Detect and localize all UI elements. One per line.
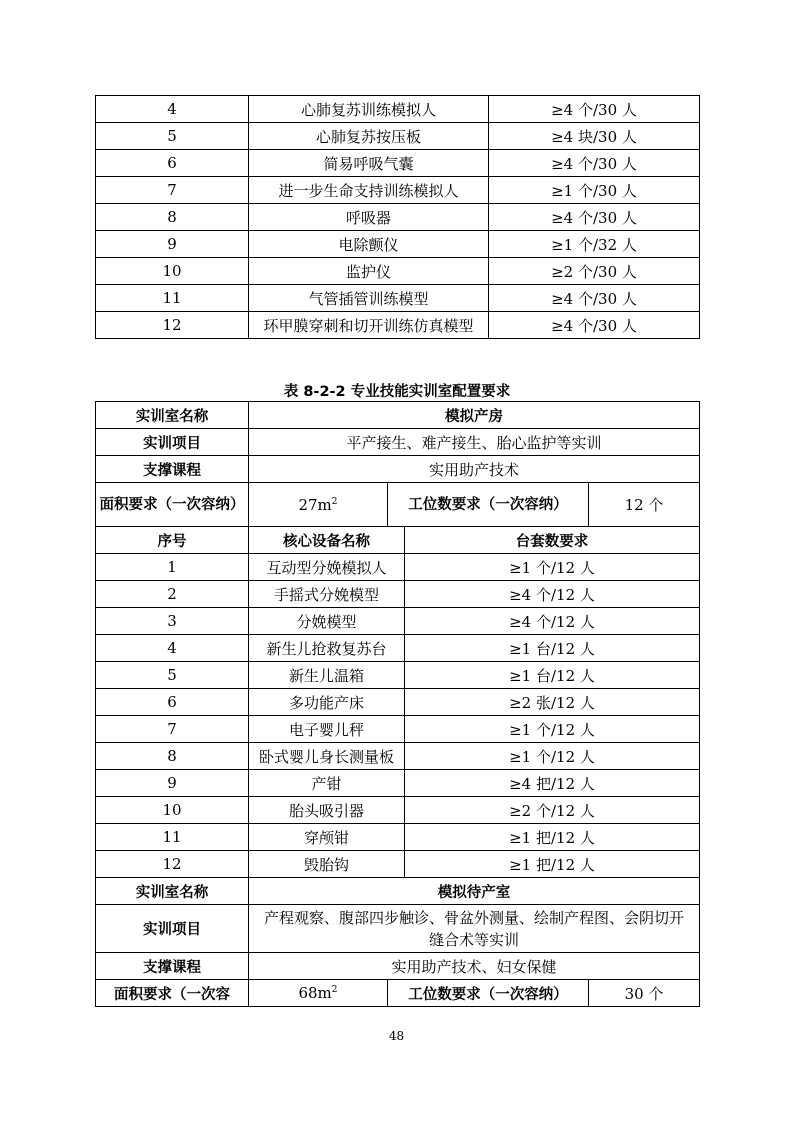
- quantity-requirement: ≥4 个/30 人: [489, 285, 700, 312]
- page-number: 48: [388, 1029, 405, 1043]
- column-header-row: [96, 527, 700, 554]
- table-row: [96, 150, 700, 177]
- quantity-requirement: ≥1 台/12 人: [405, 662, 700, 689]
- quantity-requirement: ≥4 个/12 人: [405, 608, 700, 635]
- equipment-name: 呼吸器: [249, 204, 489, 231]
- table-row: [96, 177, 700, 204]
- row-number: 4: [96, 635, 249, 662]
- room-name-label: 实训室名称: [96, 402, 249, 429]
- table-row: [96, 258, 700, 285]
- table-row: [96, 608, 700, 635]
- row-number: 7: [96, 177, 249, 204]
- equipment-name: 新生儿抢救复苏台: [249, 635, 405, 662]
- quantity-requirement: ≥4 个/12 人: [405, 581, 700, 608]
- row-number: 9: [96, 770, 249, 797]
- project-value-2: 产程观察、腹部四步触诊、骨盆外测量、绘制产程图、会阴切开缝合术等实训: [249, 905, 700, 953]
- project-row-2: [96, 905, 700, 953]
- stations-label-2: 工位数要求（一次容纳）: [388, 980, 589, 1007]
- row-number: 10: [96, 258, 249, 285]
- training-room-config-table: [95, 401, 700, 1007]
- row-number: 12: [96, 851, 249, 878]
- area-value-2: $68m^2$: [249, 980, 388, 1007]
- course-value-2: 实用助产技术、妇女保健: [249, 953, 700, 980]
- table-row: [96, 312, 700, 339]
- quantity-requirement: ≥1 个/32 人: [489, 231, 700, 258]
- table-row: [96, 285, 700, 312]
- quantity-requirement: ≥2 个/12 人: [405, 797, 700, 824]
- quantity-requirement: ≥1 把/12 人: [405, 851, 700, 878]
- quantity-requirement: ≥4 个/30 人: [489, 312, 700, 339]
- row-number: 3: [96, 608, 249, 635]
- project-label: 实训项目: [96, 429, 249, 456]
- room-name-row: [96, 402, 700, 429]
- project-label-2: 实训项目: [96, 905, 249, 953]
- table-row: [96, 824, 700, 851]
- equipment-name: 胎头吸引器: [249, 797, 405, 824]
- table-row: [96, 554, 700, 581]
- project-value: 平产接生、难产接生、胎心监护等实训: [249, 429, 700, 456]
- area-label: 面积要求（一次容纳）: [96, 483, 249, 527]
- row-number: 8: [96, 204, 249, 231]
- equipment-name: 心肺复苏按压板: [249, 123, 489, 150]
- table-row: [96, 635, 700, 662]
- stations-value: 12 个: [589, 483, 700, 527]
- quantity-requirement: ≥4 块/30 人: [489, 123, 700, 150]
- row-number: 11: [96, 285, 249, 312]
- col-qty-header: 台套数要求: [405, 527, 700, 554]
- row-number: 5: [96, 123, 249, 150]
- table-row: [96, 851, 700, 878]
- equipment-name: 环甲膜穿刺和切开训练仿真模型: [249, 312, 489, 339]
- table-row: [96, 96, 700, 123]
- equipment-name: 简易呼吸气囊: [249, 150, 489, 177]
- equipment-name: 心肺复苏训练模拟人: [249, 96, 489, 123]
- equipment-name: 穿颅钳: [249, 824, 405, 851]
- table-row: [96, 797, 700, 824]
- equipment-name: 电子婴儿秤: [249, 716, 405, 743]
- equipment-name: 进一步生命支持训练模拟人: [249, 177, 489, 204]
- col-no-header: 序号: [96, 527, 249, 554]
- table-row: [96, 770, 700, 797]
- area-row: [96, 483, 700, 527]
- room-name-value: 模拟产房: [249, 402, 700, 429]
- row-number: 1: [96, 554, 249, 581]
- equipment-name: 卧式婴儿身长测量板: [249, 743, 405, 770]
- area-row-2: [96, 980, 700, 1007]
- quantity-requirement: ≥4 个/30 人: [489, 96, 700, 123]
- col-name-header: 核心设备名称: [249, 527, 405, 554]
- quantity-requirement: ≥4 个/30 人: [489, 204, 700, 231]
- equipment-name: 气管插管训练模型: [249, 285, 489, 312]
- table-row: [96, 581, 700, 608]
- row-number: 2: [96, 581, 249, 608]
- course-row: [96, 456, 700, 483]
- table-row: [96, 689, 700, 716]
- area-value: $27m^2$: [249, 483, 388, 527]
- row-number: 5: [96, 662, 249, 689]
- equipment-name: 分娩模型: [249, 608, 405, 635]
- row-number: 11: [96, 824, 249, 851]
- row-number: 10: [96, 797, 249, 824]
- room-name-row-2: [96, 878, 700, 905]
- equipment-name: 监护仪: [249, 258, 489, 285]
- course-label-2: 支撑课程: [96, 953, 249, 980]
- quantity-requirement: ≥1 台/12 人: [405, 635, 700, 662]
- quantity-requirement: ≥1 把/12 人: [405, 824, 700, 851]
- table-row: [96, 204, 700, 231]
- course-value: 实用助产技术: [249, 456, 700, 483]
- quantity-requirement: ≥1 个/30 人: [489, 177, 700, 204]
- row-number: 12: [96, 312, 249, 339]
- row-number: 6: [96, 689, 249, 716]
- quantity-requirement: ≥1 个/12 人: [405, 554, 700, 581]
- course-row-2: [96, 953, 700, 980]
- quantity-requirement: ≥4 把/12 人: [405, 770, 700, 797]
- stations-label: 工位数要求（一次容纳）: [388, 483, 589, 527]
- table-row: [96, 662, 700, 689]
- equipment-name: 互动型分娩模拟人: [249, 554, 405, 581]
- equipment-name: 电除颤仪: [249, 231, 489, 258]
- table-row: [96, 743, 700, 770]
- area-label-2: 面积要求（一次容: [96, 980, 249, 1007]
- stations-value-2: 30 个: [589, 980, 700, 1007]
- equipment-name: 新生儿温箱: [249, 662, 405, 689]
- equipment-name: 手摇式分娩模型: [249, 581, 405, 608]
- equipment-table-continued: [95, 95, 700, 339]
- quantity-requirement: ≥1 个/12 人: [405, 716, 700, 743]
- table-caption: 表 8-2-2 专业技能实训室配置要求: [283, 384, 511, 400]
- project-row: [96, 429, 700, 456]
- equipment-name: 多功能产床: [249, 689, 405, 716]
- equipment-name: 产钳: [249, 770, 405, 797]
- table-row: [96, 231, 700, 258]
- quantity-requirement: ≥1 个/12 人: [405, 743, 700, 770]
- quantity-requirement: ≥2 个/30 人: [489, 258, 700, 285]
- quantity-requirement: ≥4 个/30 人: [489, 150, 700, 177]
- row-number: 4: [96, 96, 249, 123]
- row-number: 6: [96, 150, 249, 177]
- room-name-label-2: 实训室名称: [96, 878, 249, 905]
- row-number: 8: [96, 743, 249, 770]
- course-label: 支撑课程: [96, 456, 249, 483]
- row-number: 9: [96, 231, 249, 258]
- row-number: 7: [96, 716, 249, 743]
- table-row: [96, 716, 700, 743]
- table-row: [96, 123, 700, 150]
- quantity-requirement: ≥2 张/12 人: [405, 689, 700, 716]
- equipment-name: 毁胎钩: [249, 851, 405, 878]
- room-name-value-2: 模拟待产室: [249, 878, 700, 905]
